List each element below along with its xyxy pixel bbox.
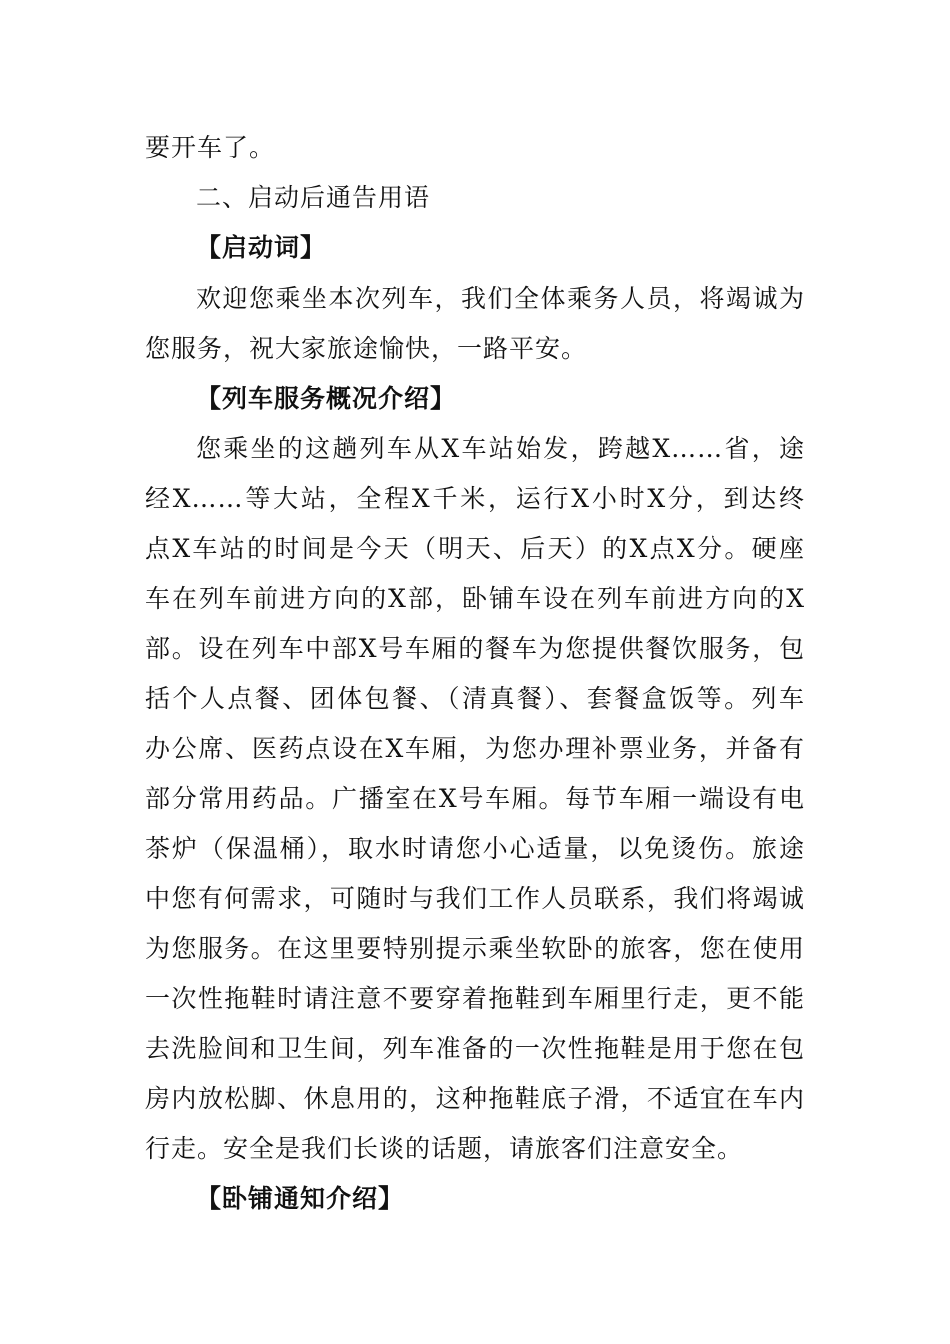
service-heading: 【列车服务概况介绍】 — [196, 384, 457, 413]
startup-line-2: 您服务，祝大家旅途愉快，一路平安。 — [145, 334, 588, 363]
service-line-11: 为您服务。在这里要特别提示乘坐软卧的旅客，您在使用 — [145, 934, 805, 963]
service-line-1: 您乘坐的这趟列车从X车站始发，跨越X……省，途 — [196, 434, 805, 463]
service-line-4: 车在列车前进方向的X部，卧铺车设在列车前进方向的X — [145, 584, 805, 613]
service-line-8: 部分常用药品。广播室在X号车厢。每节车厢一端设有电 — [145, 784, 805, 813]
service-line-10: 中您有何需求，可随时与我们工作人员联系，我们将竭诚 — [145, 884, 805, 913]
service-line-13: 去洗脸间和卫生间，列车准备的一次性拖鞋是用于您在包 — [145, 1034, 805, 1063]
startup-line-1: 欢迎您乘坐本次列车，我们全体乘务人员，将竭诚为 — [196, 284, 805, 313]
service-line-3: 点X车站的时间是今天（明天、后天）的X点X分。硬座 — [145, 534, 805, 563]
service-line-7: 办公席、医药点设在X车厢，为您办理补票业务，并备有 — [145, 734, 805, 763]
service-line-5: 部。设在列车中部X号车厢的餐车为您提供餐饮服务，包 — [145, 634, 805, 663]
service-line-15: 行走。安全是我们长谈的话题，请旅客们注意安全。 — [145, 1134, 744, 1163]
service-line-2: 经X……等大站，全程X千米，运行X小时X分，到达终 — [145, 484, 805, 513]
service-line-6: 括个人点餐、团体包餐、（清真餐）、套餐盒饭等。列车 — [145, 684, 805, 713]
intro-line: 要开车了。 — [145, 133, 276, 162]
section-heading: 二、启动后通告用语 — [196, 183, 431, 212]
service-line-14: 房内放松脚、休息用的，这种拖鞋底子滑，不适宜在车内 — [145, 1084, 805, 1113]
service-line-12: 一次性拖鞋时请注意不要穿着拖鞋到车厢里行走，更不能 — [145, 984, 805, 1013]
sleeper-heading: 【卧铺通知介绍】 — [196, 1184, 405, 1213]
service-line-9: 茶炉（保温桶），取水时请您小心适量，以免烫伤。旅途 — [145, 834, 805, 863]
startup-heading: 【启动词】 — [196, 233, 327, 262]
